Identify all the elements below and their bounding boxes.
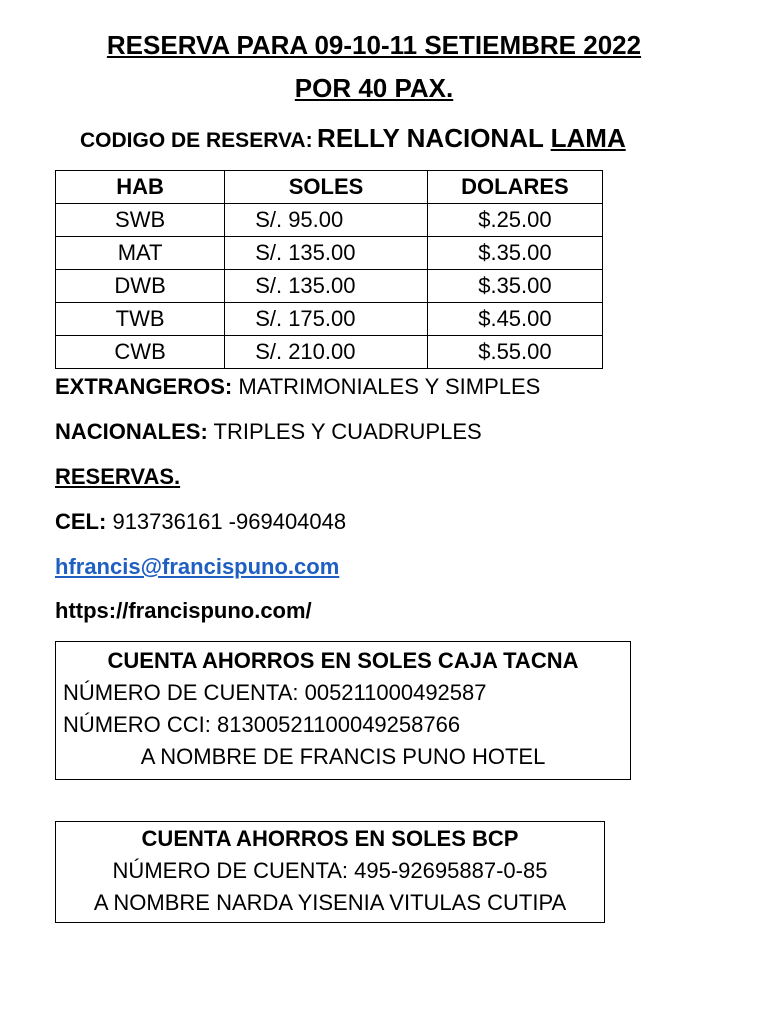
price-soles: S/. 210.00 <box>225 336 428 369</box>
account-box-bcp <box>55 821 605 923</box>
table-row <box>56 237 603 270</box>
account-box-caja-tacna <box>55 641 631 780</box>
reservation-code-label: CODIGO DE RESERVA: <box>80 129 313 152</box>
price-soles: S/. 135.00 <box>225 270 428 303</box>
price-dolares: $.35.00 <box>427 237 602 270</box>
account1-heading: CUENTA AHORROS EN SOLES CAJA TACNA <box>107 648 579 673</box>
nacionales-value: TRIPLES Y CUADRUPLES <box>213 419 482 444</box>
email-link[interactable]: hfrancis@francispuno.com <box>55 554 340 579</box>
reservas-heading: RESERVAS. <box>55 464 181 489</box>
reservation-code <box>80 123 626 154</box>
price-dolares: $.25.00 <box>427 204 602 237</box>
extranjeros-value: MATRIMONIALES Y SIMPLES <box>238 374 541 399</box>
room-type: TWB <box>56 303 225 336</box>
nacionales-label: NACIONALES: <box>55 419 208 444</box>
reservation-code-part2: LAMA <box>550 123 626 153</box>
price-soles: S/. 175.00 <box>225 303 428 336</box>
room-type: SWB <box>56 204 225 237</box>
price-soles: S/. 135.00 <box>225 237 428 270</box>
extranjeros-line <box>55 374 540 400</box>
cel-line <box>55 509 346 535</box>
table-row <box>56 336 603 369</box>
price-soles: S/. 95.00 <box>225 204 428 237</box>
header-soles: SOLES <box>225 171 428 204</box>
cel-value: 913736161 -969404048 <box>112 509 347 534</box>
account2-number: NÚMERO DE CUENTA: 495-92695887-0-85 <box>112 858 548 883</box>
table-row <box>56 204 603 237</box>
account1-holder: A NOMBRE DE FRANCIS PUNO HOTEL <box>140 744 546 769</box>
room-type: DWB <box>56 270 225 303</box>
reservation-code-value <box>317 123 626 153</box>
room-type: CWB <box>56 336 225 369</box>
nacionales-line <box>55 419 482 445</box>
title-line-2: POR 40 PAX. <box>294 73 454 103</box>
rates-header-row <box>56 171 603 204</box>
account1-number: NÚMERO DE CUENTA: 005211000492587 <box>63 680 487 705</box>
price-dolares: $.45.00 <box>427 303 602 336</box>
account2-heading: CUENTA AHORROS EN SOLES BCP <box>141 826 519 851</box>
account1-cci: NÚMERO CCI: 81300521100049258766 <box>63 712 461 737</box>
table-row <box>56 303 603 336</box>
website-url: https://francispuno.com/ <box>55 598 312 623</box>
header-hab: HAB <box>56 171 225 204</box>
extranjeros-label: EXTRANGEROS: <box>55 374 233 399</box>
table-row <box>56 270 603 303</box>
cel-label: CEL: <box>55 509 107 534</box>
account2-holder: A NOMBRE NARDA YISENIA VITULAS CUTIPA <box>93 890 567 915</box>
title-line-1: RESERVA PARA 09-10-11 SETIEMBRE 2022 <box>106 30 642 60</box>
price-dolares: $.35.00 <box>427 270 602 303</box>
header-dolares: DOLARES <box>427 171 602 204</box>
room-type: MAT <box>56 237 225 270</box>
rates-table <box>55 170 603 369</box>
reservation-code-part1: RELLY NACIONAL <box>317 123 544 153</box>
price-dolares: $.55.00 <box>427 336 602 369</box>
